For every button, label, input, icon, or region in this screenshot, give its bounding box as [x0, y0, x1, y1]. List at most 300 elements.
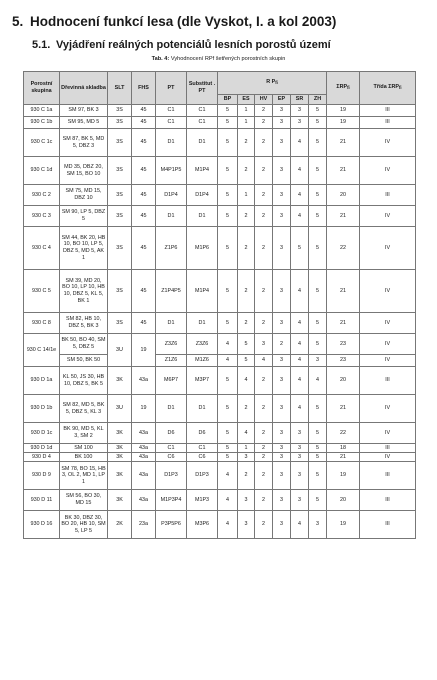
cell-trida: IV [360, 129, 416, 157]
cell-sr: 4 [291, 313, 309, 334]
cell-substitut: C1 [187, 105, 218, 117]
cell-ep: 3 [273, 206, 291, 227]
cell-sr: 4 [291, 129, 309, 157]
cell-drevinna: SM 100 [60, 444, 108, 453]
cell-drevinna: BK 50, BO 40, SM 5, DBZ 5 [60, 334, 108, 355]
cell-porostni: 930 C 1a [24, 105, 60, 117]
cell-porostni: 930 C 2 [24, 185, 60, 206]
cell-substitut: D1 [187, 395, 218, 423]
cell-bp: 4 [218, 490, 238, 511]
cell-es: 1 [238, 117, 255, 129]
cell-bp: 5 [218, 444, 238, 453]
cell-pt: C6 [156, 453, 187, 462]
cell-sum: 19 [327, 105, 360, 117]
cell-pt: D1P3 [156, 462, 187, 490]
table-caption: Tab. 4: Vyhodnocení RPf šetřených porostních skupin [151, 56, 286, 62]
table-row [24, 227, 416, 270]
cell-fhs: 19 [132, 395, 156, 423]
cell-ep: 3 [273, 185, 291, 206]
cell-hv: 3 [255, 334, 273, 355]
cell-hv: 2 [255, 444, 273, 453]
cell-slt: 3S [108, 227, 132, 270]
cell-substitut: M1P4 [187, 157, 218, 185]
header-fhs: FHS [132, 72, 156, 105]
cell-hv: 2 [255, 117, 273, 129]
cell-porostni: 930 D 1c [24, 423, 60, 444]
cell-sum: 20 [327, 490, 360, 511]
cell-zh: 4 [309, 367, 327, 395]
cell-pt: D6 [156, 423, 187, 444]
cell-slt: 3S [108, 117, 132, 129]
cell-sum: 22 [327, 227, 360, 270]
cell-fhs: 43a [132, 423, 156, 444]
table-row [24, 490, 416, 511]
section-heading: 5. Hodnocení funkcí lesa (dle Vyskot, I. a kol 2003) [12, 14, 337, 29]
cell-fhs: 45 [132, 157, 156, 185]
cell-bp: 5 [218, 367, 238, 395]
cell-sr: 3 [291, 444, 309, 453]
cell-zh: 5 [309, 313, 327, 334]
cell-es: 4 [238, 423, 255, 444]
cell-trida: III [360, 105, 416, 117]
cell-trida: III [360, 117, 416, 129]
cell-drevinna: SM 39, MD 20, BO 10, LP 10, HB 10, DBZ 5, KL 5, BK 1 [60, 270, 108, 313]
cell-es: 2 [238, 206, 255, 227]
cell-zh: 5 [309, 462, 327, 490]
cell-zh: 5 [309, 444, 327, 453]
cell-porostni: 930 D 11 [24, 490, 60, 511]
cell-trida: IV [360, 313, 416, 334]
cell-bp: 5 [218, 105, 238, 117]
cell-drevinna: SM 82, HB 10, DBZ 5, BK 3 [60, 313, 108, 334]
cell-pt: D1P4 [156, 185, 187, 206]
cell-trida: IV [360, 334, 416, 355]
cell-hv: 2 [255, 367, 273, 395]
table-row [24, 334, 416, 355]
cell-slt: 3S [108, 185, 132, 206]
cell-bp: 5 [218, 453, 238, 462]
cell-sr: 4 [291, 185, 309, 206]
cell-substitut: D1 [187, 129, 218, 157]
cell-substitut: M1P4 [187, 270, 218, 313]
cell-porostni: 930 C 5 [24, 270, 60, 313]
header-sum: $\Sigma RP_{fi}$ [327, 72, 360, 105]
cell-bp: 5 [218, 227, 238, 270]
cell-substitut: M3P7 [187, 367, 218, 395]
cell-zh: 5 [309, 423, 327, 444]
cell-fhs: 45 [132, 117, 156, 129]
header-substitut: Substitut . PT [187, 72, 218, 105]
header-pt: PT [156, 72, 187, 105]
cell-pt: P3P5P6 [156, 511, 187, 539]
cell-trida: III [360, 367, 416, 395]
cell-slt: 3K [108, 367, 132, 395]
cell-es: 2 [238, 462, 255, 490]
cell-sr: 3 [291, 462, 309, 490]
cell-zh: 5 [309, 490, 327, 511]
cell-hv: 2 [255, 157, 273, 185]
cell-hv: 2 [255, 462, 273, 490]
cell-sum: 21 [327, 313, 360, 334]
cell-sum: 19 [327, 462, 360, 490]
cell-hv: 2 [255, 423, 273, 444]
cell-sr: 4 [291, 355, 309, 367]
cell-fhs: 45 [132, 185, 156, 206]
table-row [24, 423, 416, 444]
cell-pt: D1 [156, 395, 187, 423]
cell-porostni: 930 C 8 [24, 313, 60, 334]
cell-sr: 3 [291, 490, 309, 511]
cell-substitut: D1 [187, 313, 218, 334]
cell-hv: 2 [255, 270, 273, 313]
header-ep: EP [273, 95, 291, 105]
header-trida: Třída $\Sigma RP_{fi}$ [360, 72, 416, 105]
cell-zh: 5 [309, 105, 327, 117]
cell-drevinna: SM 50, BK 50 [60, 355, 108, 367]
subsection-heading: 5.1. Vyjádření reálných potenciálů lesních porostů území [32, 39, 331, 51]
cell-substitut: M1P3 [187, 490, 218, 511]
cell-sum: 21 [327, 129, 360, 157]
cell-es: 1 [238, 444, 255, 453]
cell-pt: D1 [156, 206, 187, 227]
cell-substitut: D6 [187, 423, 218, 444]
header-slt: SLT [108, 72, 132, 105]
cell-ep: 3 [273, 157, 291, 185]
cell-sum: 22 [327, 423, 360, 444]
cell-porostni: 930 D 16 [24, 511, 60, 539]
table-row [24, 157, 416, 185]
cell-slt: 3U [108, 334, 132, 367]
cell-hv: 2 [255, 453, 273, 462]
header-porostni: Porostní skupina [24, 72, 60, 105]
cell-pt: D1 [156, 313, 187, 334]
cell-drevinna: SM 44, BK 20, HB 10, BO 10, LP 5, DBZ 5, MD 5, AK 1 [60, 227, 108, 270]
cell-drevinna: SM 97, BK 3 [60, 105, 108, 117]
header-bp: BP [218, 95, 238, 105]
cell-slt: 3S [108, 157, 132, 185]
cell-pt: D1 [156, 129, 187, 157]
cell-fhs: 45 [132, 227, 156, 270]
cell-fhs: 43a [132, 367, 156, 395]
cell-drevinna: BK 90, MD 5, KL 3, SM 2 [60, 423, 108, 444]
cell-es: 2 [238, 157, 255, 185]
cell-ep: 3 [273, 462, 291, 490]
cell-pt: C1 [156, 444, 187, 453]
cell-es: 2 [238, 313, 255, 334]
cell-substitut: D1P3 [187, 462, 218, 490]
cell-sr: 3 [291, 453, 309, 462]
cell-drevinna: MD 35, DBZ 20, SM 15, BO 10 [60, 157, 108, 185]
cell-drevinna: SM 95, MD 5 [60, 117, 108, 129]
cell-sum: 19 [327, 511, 360, 539]
table-row [24, 511, 416, 539]
cell-ep: 3 [273, 490, 291, 511]
cell-ep: 3 [273, 444, 291, 453]
cell-sr: 4 [291, 511, 309, 539]
cell-bp: 4 [218, 334, 238, 355]
cell-es: 4 [238, 367, 255, 395]
cell-bp: 4 [218, 462, 238, 490]
cell-pt: M4P1P5 [156, 157, 187, 185]
cell-pt: M1P3P4 [156, 490, 187, 511]
cell-pt: C1 [156, 105, 187, 117]
header-zh: ZH [309, 95, 327, 105]
cell-zh: 3 [309, 355, 327, 367]
cell-bp: 5 [218, 206, 238, 227]
cell-sum: 21 [327, 395, 360, 423]
cell-trida: III [360, 444, 416, 453]
cell-slt: 3K [108, 444, 132, 453]
cell-ep: 3 [273, 129, 291, 157]
cell-es: 3 [238, 490, 255, 511]
table-row [24, 395, 416, 423]
cell-hv: 2 [255, 313, 273, 334]
cell-porostni: 930 C 1b [24, 117, 60, 129]
cell-slt: 3S [108, 313, 132, 334]
cell-zh: 5 [309, 206, 327, 227]
cell-slt: 3S [108, 206, 132, 227]
cell-porostni: 930 C 1c [24, 129, 60, 157]
cell-fhs: 45 [132, 206, 156, 227]
cell-bp: 4 [218, 355, 238, 367]
cell-es: 5 [238, 334, 255, 355]
cell-ep: 3 [273, 511, 291, 539]
cell-substitut: M3P6 [187, 511, 218, 539]
cell-drevinna: SM 78, BO 15, HB 3, OL 2, MD 1, LP 1 [60, 462, 108, 490]
cell-es: 2 [238, 270, 255, 313]
cell-sr: 3 [291, 117, 309, 129]
table-row [24, 105, 416, 117]
cell-es: 3 [238, 453, 255, 462]
cell-ep: 3 [273, 105, 291, 117]
header-drevinna: Dřevinná skladba [60, 72, 108, 105]
cell-drevinna: KL 50, JS 30, HB 10, DBZ 5, BK 5 [60, 367, 108, 395]
cell-bp: 5 [218, 117, 238, 129]
cell-fhs: 43a [132, 490, 156, 511]
cell-sr: 4 [291, 157, 309, 185]
header-sr: SR [291, 95, 309, 105]
cell-fhs: 23a [132, 511, 156, 539]
cell-es: 2 [238, 129, 255, 157]
cell-sum: 21 [327, 453, 360, 462]
cell-zh: 5 [309, 117, 327, 129]
cell-porostni: 930 D 1a [24, 367, 60, 395]
cell-trida: III [360, 185, 416, 206]
cell-substitut: D1 [187, 206, 218, 227]
cell-slt: 3K [108, 423, 132, 444]
cell-ep: 3 [273, 423, 291, 444]
cell-sum: 23 [327, 334, 360, 355]
cell-substitut: C1 [187, 117, 218, 129]
cell-porostni: 930 D 1b [24, 395, 60, 423]
cell-drevinna: SM 56, BO 30, MD 15 [60, 490, 108, 511]
cell-porostni: 930 C 1d [24, 157, 60, 185]
cell-pt: C1 [156, 117, 187, 129]
cell-sr: 4 [291, 206, 309, 227]
cell-zh: 5 [309, 334, 327, 355]
cell-es: 2 [238, 395, 255, 423]
cell-hv: 2 [255, 105, 273, 117]
cell-bp: 5 [218, 270, 238, 313]
rp-table [23, 71, 416, 539]
cell-drevinna: SM 75, MD 15, DBZ 10 [60, 185, 108, 206]
table-row [24, 206, 416, 227]
cell-substitut: M1Z6 [187, 355, 218, 367]
cell-pt: Z3Z6 [156, 334, 187, 355]
cell-drevinna: BK 30, DBZ 30, BO 20, HB 10, SM 5, LP 5 [60, 511, 108, 539]
table-row [24, 129, 416, 157]
cell-slt: 3K [108, 453, 132, 462]
cell-sum: 21 [327, 270, 360, 313]
table-row [24, 462, 416, 490]
cell-porostni: 930 D 9 [24, 462, 60, 490]
cell-fhs: 19 [132, 334, 156, 367]
cell-trida: IV [360, 423, 416, 444]
cell-zh: 5 [309, 129, 327, 157]
cell-porostni: 930 D 4 [24, 453, 60, 462]
cell-trida: IV [360, 355, 416, 367]
cell-sr: 4 [291, 334, 309, 355]
cell-bp: 5 [218, 423, 238, 444]
cell-drevinna: SM 90, LP 5, DBZ 5 [60, 206, 108, 227]
cell-es: 1 [238, 105, 255, 117]
cell-fhs: 45 [132, 270, 156, 313]
cell-ep: 3 [273, 117, 291, 129]
cell-trida: III [360, 511, 416, 539]
cell-es: 2 [238, 227, 255, 270]
cell-ep: 3 [273, 355, 291, 367]
table-row [24, 185, 416, 206]
cell-porostni: 930 C 4 [24, 227, 60, 270]
cell-trida: IV [360, 227, 416, 270]
cell-pt: Z1P6 [156, 227, 187, 270]
cell-drevinna: SM 82, MD 5, BK 5, DBZ 5, KL 3 [60, 395, 108, 423]
cell-es: 3 [238, 511, 255, 539]
cell-trida: IV [360, 206, 416, 227]
cell-sr: 4 [291, 270, 309, 313]
cell-zh: 5 [309, 270, 327, 313]
table-row [24, 117, 416, 129]
cell-sum: 21 [327, 157, 360, 185]
table-row [24, 453, 416, 462]
cell-sum: 18 [327, 444, 360, 453]
cell-hv: 2 [255, 511, 273, 539]
cell-substitut: C1 [187, 444, 218, 453]
cell-substitut: D1P4 [187, 185, 218, 206]
cell-zh: 5 [309, 453, 327, 462]
cell-porostni: 930 D 1d [24, 444, 60, 453]
cell-hv: 2 [255, 395, 273, 423]
cell-trida: IV [360, 157, 416, 185]
cell-slt: 3S [108, 105, 132, 117]
cell-slt: 3S [108, 129, 132, 157]
cell-zh: 3 [309, 511, 327, 539]
table-row [24, 444, 416, 453]
cell-sum: 19 [327, 117, 360, 129]
cell-bp: 4 [218, 511, 238, 539]
table-row [24, 367, 416, 395]
cell-hv: 2 [255, 490, 273, 511]
cell-es: 5 [238, 355, 255, 367]
cell-sr: 3 [291, 105, 309, 117]
cell-zh: 5 [309, 185, 327, 206]
cell-ep: 3 [273, 453, 291, 462]
cell-drevinna: SM 87, BK 5, MD 5, DBZ 3 [60, 129, 108, 157]
cell-bp: 5 [218, 157, 238, 185]
table-row [24, 355, 416, 367]
cell-substitut: C6 [187, 453, 218, 462]
cell-sum: 23 [327, 355, 360, 367]
cell-sr: 4 [291, 395, 309, 423]
cell-substitut: M1P6 [187, 227, 218, 270]
cell-trida: IV [360, 395, 416, 423]
cell-zh: 5 [309, 395, 327, 423]
header-rp: R $P_{fi}$ [218, 72, 327, 95]
cell-es: 1 [238, 185, 255, 206]
cell-bp: 5 [218, 185, 238, 206]
cell-pt: M6P7 [156, 367, 187, 395]
cell-trida: III [360, 462, 416, 490]
cell-slt: 3S [108, 270, 132, 313]
cell-trida: IV [360, 270, 416, 313]
cell-porostni: 930 C 3 [24, 206, 60, 227]
cell-fhs: 43a [132, 462, 156, 490]
cell-drevinna: BK 100 [60, 453, 108, 462]
cell-substitut: Z3Z6 [187, 334, 218, 355]
table-row [24, 313, 416, 334]
cell-pt: Z1Z6 [156, 355, 187, 367]
cell-fhs: 45 [132, 105, 156, 117]
cell-fhs: 45 [132, 313, 156, 334]
header-hv: HV [255, 95, 273, 105]
cell-pt: Z1P4P5 [156, 270, 187, 313]
cell-sum: 20 [327, 367, 360, 395]
cell-sr: 5 [291, 227, 309, 270]
cell-porostni: 930 C 14/1e [24, 334, 60, 367]
header-es: ES [238, 95, 255, 105]
cell-ep: 3 [273, 227, 291, 270]
cell-sum: 21 [327, 206, 360, 227]
cell-ep: 3 [273, 395, 291, 423]
cell-fhs: 43a [132, 444, 156, 453]
cell-zh: 5 [309, 157, 327, 185]
cell-hv: 2 [255, 206, 273, 227]
cell-fhs: 45 [132, 129, 156, 157]
cell-bp: 5 [218, 395, 238, 423]
cell-sum: 20 [327, 185, 360, 206]
cell-trida: IV [360, 453, 416, 462]
cell-hv: 4 [255, 355, 273, 367]
cell-zh: 5 [309, 227, 327, 270]
cell-sr: 4 [291, 367, 309, 395]
cell-sr: 3 [291, 423, 309, 444]
cell-slt: 3U [108, 395, 132, 423]
cell-ep: 3 [273, 313, 291, 334]
cell-ep: 3 [273, 367, 291, 395]
cell-slt: 2K [108, 511, 132, 539]
cell-hv: 2 [255, 129, 273, 157]
cell-hv: 2 [255, 185, 273, 206]
table-row [24, 270, 416, 313]
cell-ep: 3 [273, 270, 291, 313]
cell-trida: III [360, 490, 416, 511]
cell-slt: 3K [108, 462, 132, 490]
cell-hv: 2 [255, 227, 273, 270]
cell-fhs: 43a [132, 453, 156, 462]
cell-bp: 5 [218, 129, 238, 157]
cell-ep: 2 [273, 334, 291, 355]
cell-slt: 3K [108, 490, 132, 511]
